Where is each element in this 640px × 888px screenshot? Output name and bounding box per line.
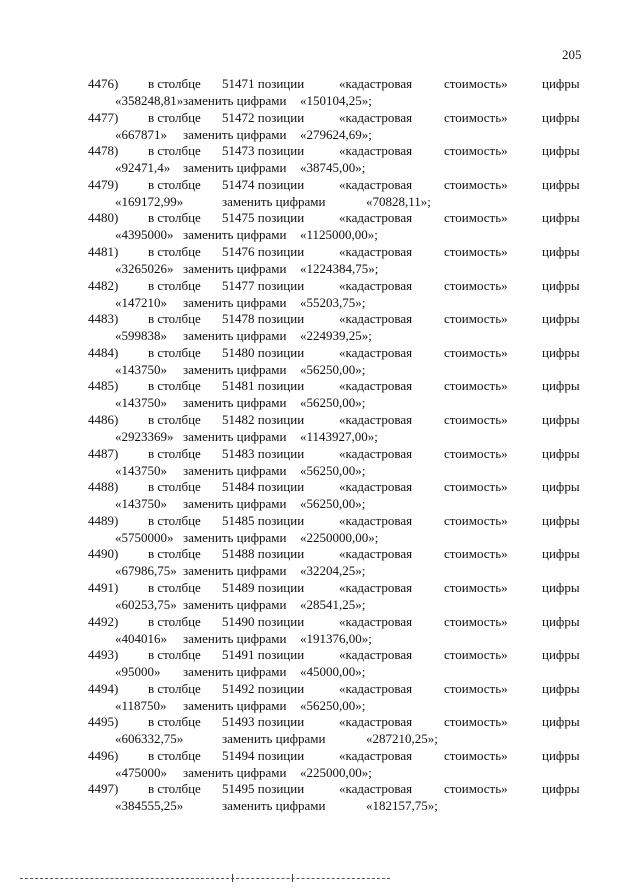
cadastral-word: «кадастровая — [339, 411, 413, 427]
value-word: стоимость» — [444, 143, 508, 159]
replace-phrase: заменить цифрами — [183, 260, 287, 276]
old-value: «4395000» — [115, 227, 174, 243]
old-value: «404016» — [115, 630, 167, 646]
position-phrase: 51488 позиции — [222, 546, 305, 562]
footer-tick-mark — [292, 874, 293, 882]
amendment-item — [0, 176, 640, 210]
replace-phrase: заменить цифрами — [183, 764, 287, 780]
digits-word: цифры — [542, 311, 580, 327]
item-number: 4489) — [88, 512, 119, 528]
value-word: стоимость» — [444, 512, 508, 528]
item-number: 4484) — [88, 344, 119, 360]
cadastral-word: «кадастровая — [339, 311, 413, 327]
cadastral-word: «кадастровая — [339, 76, 413, 91]
position-phrase: 51490 позиции — [222, 613, 305, 629]
position-phrase: 51494 позиции — [222, 747, 305, 763]
digits-word: цифры — [542, 714, 580, 730]
replace-phrase: заменить цифрами — [183, 496, 287, 512]
old-value: «143750» — [115, 395, 167, 411]
old-value: «475000» — [115, 764, 167, 780]
position-phrase: 51472 позиции — [222, 109, 305, 125]
new-value: «70828,11»; — [366, 193, 431, 209]
value-word: стоимость» — [444, 546, 508, 562]
cadastral-word: «кадастровая — [339, 344, 413, 360]
amendment-item — [0, 411, 640, 445]
column-phrase: в столбце — [148, 210, 201, 226]
column-phrase: в столбце — [148, 344, 201, 360]
digits-word: цифры — [542, 546, 580, 562]
digits-word: цифры — [542, 479, 580, 495]
column-phrase: в столбце — [148, 647, 201, 663]
replace-phrase: заменить цифрами — [222, 193, 326, 209]
digits-word: цифры — [542, 143, 580, 159]
replace-phrase: заменить цифрами — [222, 798, 326, 814]
replace-phrase: заменить цифрами — [183, 93, 287, 108]
new-value: «224939,25»; — [300, 328, 372, 344]
amendment-item — [0, 243, 640, 277]
old-value: «5750000» — [115, 529, 174, 545]
cadastral-word: «кадастровая — [339, 378, 413, 394]
old-value: «143750» — [115, 361, 167, 377]
new-value: «225000,00»; — [300, 764, 372, 780]
amendment-list — [0, 75, 640, 814]
position-phrase: 51482 позиции — [222, 411, 305, 427]
amendment-item — [0, 713, 640, 747]
cadastral-word: «кадастровая — [339, 680, 413, 696]
position-phrase: 51475 позиции — [222, 210, 305, 226]
digits-word: цифры — [542, 243, 580, 259]
amendment-item — [0, 747, 640, 781]
column-phrase: в столбце — [148, 143, 201, 159]
value-word: стоимость» — [444, 210, 508, 226]
amendment-item — [0, 613, 640, 647]
item-number: 4494) — [88, 680, 119, 696]
column-phrase: в столбце — [148, 277, 201, 293]
value-word: стоимость» — [444, 613, 508, 629]
position-phrase: 51492 позиции — [222, 680, 305, 696]
cadastral-word: «кадастровая — [339, 613, 413, 629]
digits-word: цифры — [542, 613, 580, 629]
column-phrase: в столбце — [148, 747, 201, 763]
column-phrase: в столбце — [148, 243, 201, 259]
column-phrase: в столбце — [148, 176, 201, 192]
column-phrase: в столбце — [148, 781, 201, 797]
column-phrase: в столбце — [148, 680, 201, 696]
position-phrase: 51471 позиции — [222, 76, 305, 91]
amendment-item — [0, 344, 640, 378]
cadastral-word: «кадастровая — [339, 109, 413, 125]
position-phrase: 51489 позиции — [222, 579, 305, 595]
position-phrase: 51481 позиции — [222, 378, 305, 394]
footer-divider — [20, 878, 390, 879]
new-value: «56250,00»; — [300, 697, 366, 713]
digits-word: цифры — [542, 579, 580, 595]
value-word: стоимость» — [444, 76, 508, 91]
item-number: 4486) — [88, 411, 119, 427]
value-word: стоимость» — [444, 479, 508, 495]
value-word: стоимость» — [444, 647, 508, 663]
value-word: стоимость» — [444, 378, 508, 394]
cadastral-word: «кадастровая — [339, 546, 413, 562]
replace-phrase: заменить цифрами — [183, 630, 287, 646]
digits-word: цифры — [542, 411, 580, 427]
amendment-item — [0, 377, 640, 411]
replace-phrase: заменить цифрами — [183, 294, 287, 310]
column-phrase: в столбце — [148, 714, 201, 730]
replace-phrase: заменить цифрами — [183, 529, 287, 545]
item-number: 4491) — [88, 579, 119, 595]
new-value: «56250,00»; — [300, 462, 366, 478]
position-phrase: 51478 позиции — [222, 311, 305, 327]
amendment-item — [0, 209, 640, 243]
new-value: «38745,00»; — [300, 160, 366, 176]
item-number: 4488) — [88, 479, 119, 495]
old-value: «667871» — [115, 126, 167, 142]
column-phrase: в столбце — [148, 411, 201, 427]
replace-phrase: заменить цифрами — [183, 697, 287, 713]
value-word: стоимость» — [444, 311, 508, 327]
replace-phrase: заменить цифрами — [183, 462, 287, 478]
item-number: 4496) — [88, 747, 119, 763]
item-number: 4477) — [88, 109, 119, 125]
value-word: стоимость» — [444, 176, 508, 192]
amendment-item — [0, 310, 640, 344]
old-value: «384555,25» — [115, 798, 184, 814]
digits-word: цифры — [542, 781, 580, 797]
new-value: «1224384,75»; — [300, 260, 379, 276]
value-word: стоимость» — [444, 714, 508, 730]
amendment-item — [0, 109, 640, 143]
value-word: стоимость» — [444, 344, 508, 360]
cadastral-word: «кадастровая — [339, 243, 413, 259]
old-value: «143750» — [115, 496, 167, 512]
value-word: стоимость» — [444, 680, 508, 696]
digits-word: цифры — [542, 647, 580, 663]
value-word: стоимость» — [444, 781, 508, 797]
position-phrase: 51491 позиции — [222, 647, 305, 663]
old-value: «147210» — [115, 294, 167, 310]
old-value: «95000» — [115, 664, 161, 680]
amendment-item — [0, 142, 640, 176]
new-value: «32204,25»; — [300, 563, 366, 579]
digits-word: цифры — [542, 277, 580, 293]
old-value: «2923369» — [115, 428, 174, 444]
replace-phrase: заменить цифрами — [183, 160, 287, 176]
replace-phrase: заменить цифрами — [183, 428, 287, 444]
digits-word: цифры — [542, 378, 580, 394]
new-value: «279624,69»; — [300, 126, 372, 142]
digits-word: цифры — [542, 747, 580, 763]
amendment-item — [0, 646, 640, 680]
item-number: 4495) — [88, 714, 119, 730]
new-value: «55203,75»; — [300, 294, 366, 310]
replace-phrase: заменить цифрами — [183, 227, 287, 243]
item-number: 4479) — [88, 176, 119, 192]
item-number: 4483) — [88, 311, 119, 327]
value-word: стоимость» — [444, 579, 508, 595]
value-word: стоимость» — [444, 411, 508, 427]
position-phrase: 51495 позиции — [222, 781, 305, 797]
item-number: 4482) — [88, 277, 119, 293]
column-phrase: в столбце — [148, 546, 201, 562]
item-number: 4492) — [88, 613, 119, 629]
column-phrase: в столбце — [148, 479, 201, 495]
old-value: «3265026» — [115, 260, 174, 276]
old-value: «599838» — [115, 328, 167, 344]
new-value: «1125000,00»; — [300, 227, 378, 243]
cadastral-word: «кадастровая — [339, 479, 413, 495]
old-value: «143750» — [115, 462, 167, 478]
position-phrase: 51474 позиции — [222, 176, 305, 192]
replace-phrase: заменить цифрами — [183, 361, 287, 377]
amendment-item — [0, 545, 640, 579]
new-value: «287210,25»; — [366, 731, 438, 747]
amendment-item — [0, 579, 640, 613]
item-number: 4481) — [88, 243, 119, 259]
item-number: 4480) — [88, 210, 119, 226]
cadastral-word: «кадастровая — [339, 277, 413, 293]
position-phrase: 51476 позиции — [222, 243, 305, 259]
column-phrase: в столбце — [148, 76, 201, 91]
digits-word: цифры — [542, 344, 580, 360]
item-number: 4478) — [88, 143, 119, 159]
amendment-item — [0, 75, 640, 109]
replace-phrase: заменить цифрами — [183, 664, 287, 680]
cadastral-word: «кадастровая — [339, 512, 413, 528]
value-word: стоимость» — [444, 747, 508, 763]
item-number: 4490) — [88, 546, 119, 562]
digits-word: цифры — [542, 76, 580, 91]
cadastral-word: «кадастровая — [339, 714, 413, 730]
new-value: «2250000,00»; — [300, 529, 379, 545]
amendment-item — [0, 445, 640, 479]
item-number: 4497) — [88, 781, 119, 797]
footer-tick-mark — [232, 874, 233, 882]
column-phrase: в столбце — [148, 311, 201, 327]
cadastral-word: «кадастровая — [339, 747, 413, 763]
amendment-item — [0, 277, 640, 311]
item-number: 4487) — [88, 445, 119, 461]
replace-phrase: заменить цифрами — [183, 328, 287, 344]
position-phrase: 51477 позиции — [222, 277, 305, 293]
value-word: стоимость» — [444, 277, 508, 293]
digits-word: цифры — [542, 210, 580, 226]
column-phrase: в столбце — [148, 109, 201, 125]
cadastral-word: «кадастровая — [339, 176, 413, 192]
cadastral-word: «кадастровая — [339, 445, 413, 461]
column-phrase: в столбце — [148, 579, 201, 595]
digits-word: цифры — [542, 176, 580, 192]
new-value: «191376,00»; — [300, 630, 372, 646]
digits-word: цифры — [542, 445, 580, 461]
item-number: 4493) — [88, 647, 119, 663]
amendment-item — [0, 780, 640, 814]
position-phrase: 51473 позиции — [222, 143, 305, 159]
digits-word: цифры — [542, 109, 580, 125]
new-value: «150104,25»; — [300, 93, 372, 108]
old-value: «118750» — [115, 697, 167, 713]
item-number: 4485) — [88, 378, 119, 394]
position-phrase: 51485 позиции — [222, 512, 305, 528]
new-value: «56250,00»; — [300, 395, 366, 411]
amendment-item — [0, 512, 640, 546]
value-word: стоимость» — [444, 445, 508, 461]
column-phrase: в столбце — [148, 378, 201, 394]
value-word: стоимость» — [444, 243, 508, 259]
old-value: «92471,4» — [115, 160, 171, 176]
replace-phrase: заменить цифрами — [183, 563, 287, 579]
position-phrase: 51493 позиции — [222, 714, 305, 730]
amendment-item — [0, 680, 640, 714]
new-value: «45000,00»; — [300, 664, 366, 680]
cadastral-word: «кадастровая — [339, 579, 413, 595]
old-value: «606332,75» — [115, 731, 184, 747]
digits-word: цифры — [542, 680, 580, 696]
column-phrase: в столбце — [148, 512, 201, 528]
item-number: 4476) — [88, 76, 119, 91]
page-number: 205 — [562, 47, 582, 62]
position-phrase: 51484 позиции — [222, 479, 305, 495]
column-phrase: в столбце — [148, 613, 201, 629]
old-value: «358248,81» — [115, 93, 184, 108]
old-value: «169172,99» — [115, 193, 184, 209]
replace-phrase: заменить цифрами — [183, 395, 287, 411]
new-value: «56250,00»; — [300, 361, 366, 377]
old-value: «67986,75» — [115, 563, 177, 579]
value-word: стоимость» — [444, 109, 508, 125]
replace-phrase: заменить цифрами — [183, 126, 287, 142]
column-phrase: в столбце — [148, 445, 201, 461]
cadastral-word: «кадастровая — [339, 647, 413, 663]
new-value: «182157,75»; — [366, 798, 438, 814]
position-phrase: 51480 позиции — [222, 344, 305, 360]
cadastral-word: «кадастровая — [339, 143, 413, 159]
amendment-item — [0, 478, 640, 512]
position-phrase: 51483 позиции — [222, 445, 305, 461]
replace-phrase: заменить цифрами — [183, 596, 287, 612]
new-value: «1143927,00»; — [300, 428, 378, 444]
old-value: «60253,75» — [115, 596, 177, 612]
cadastral-word: «кадастровая — [339, 210, 413, 226]
cadastral-word: «кадастровая — [339, 781, 413, 797]
digits-word: цифры — [542, 512, 580, 528]
new-value: «56250,00»; — [300, 496, 366, 512]
new-value: «28541,25»; — [300, 596, 366, 612]
replace-phrase: заменить цифрами — [222, 731, 326, 747]
